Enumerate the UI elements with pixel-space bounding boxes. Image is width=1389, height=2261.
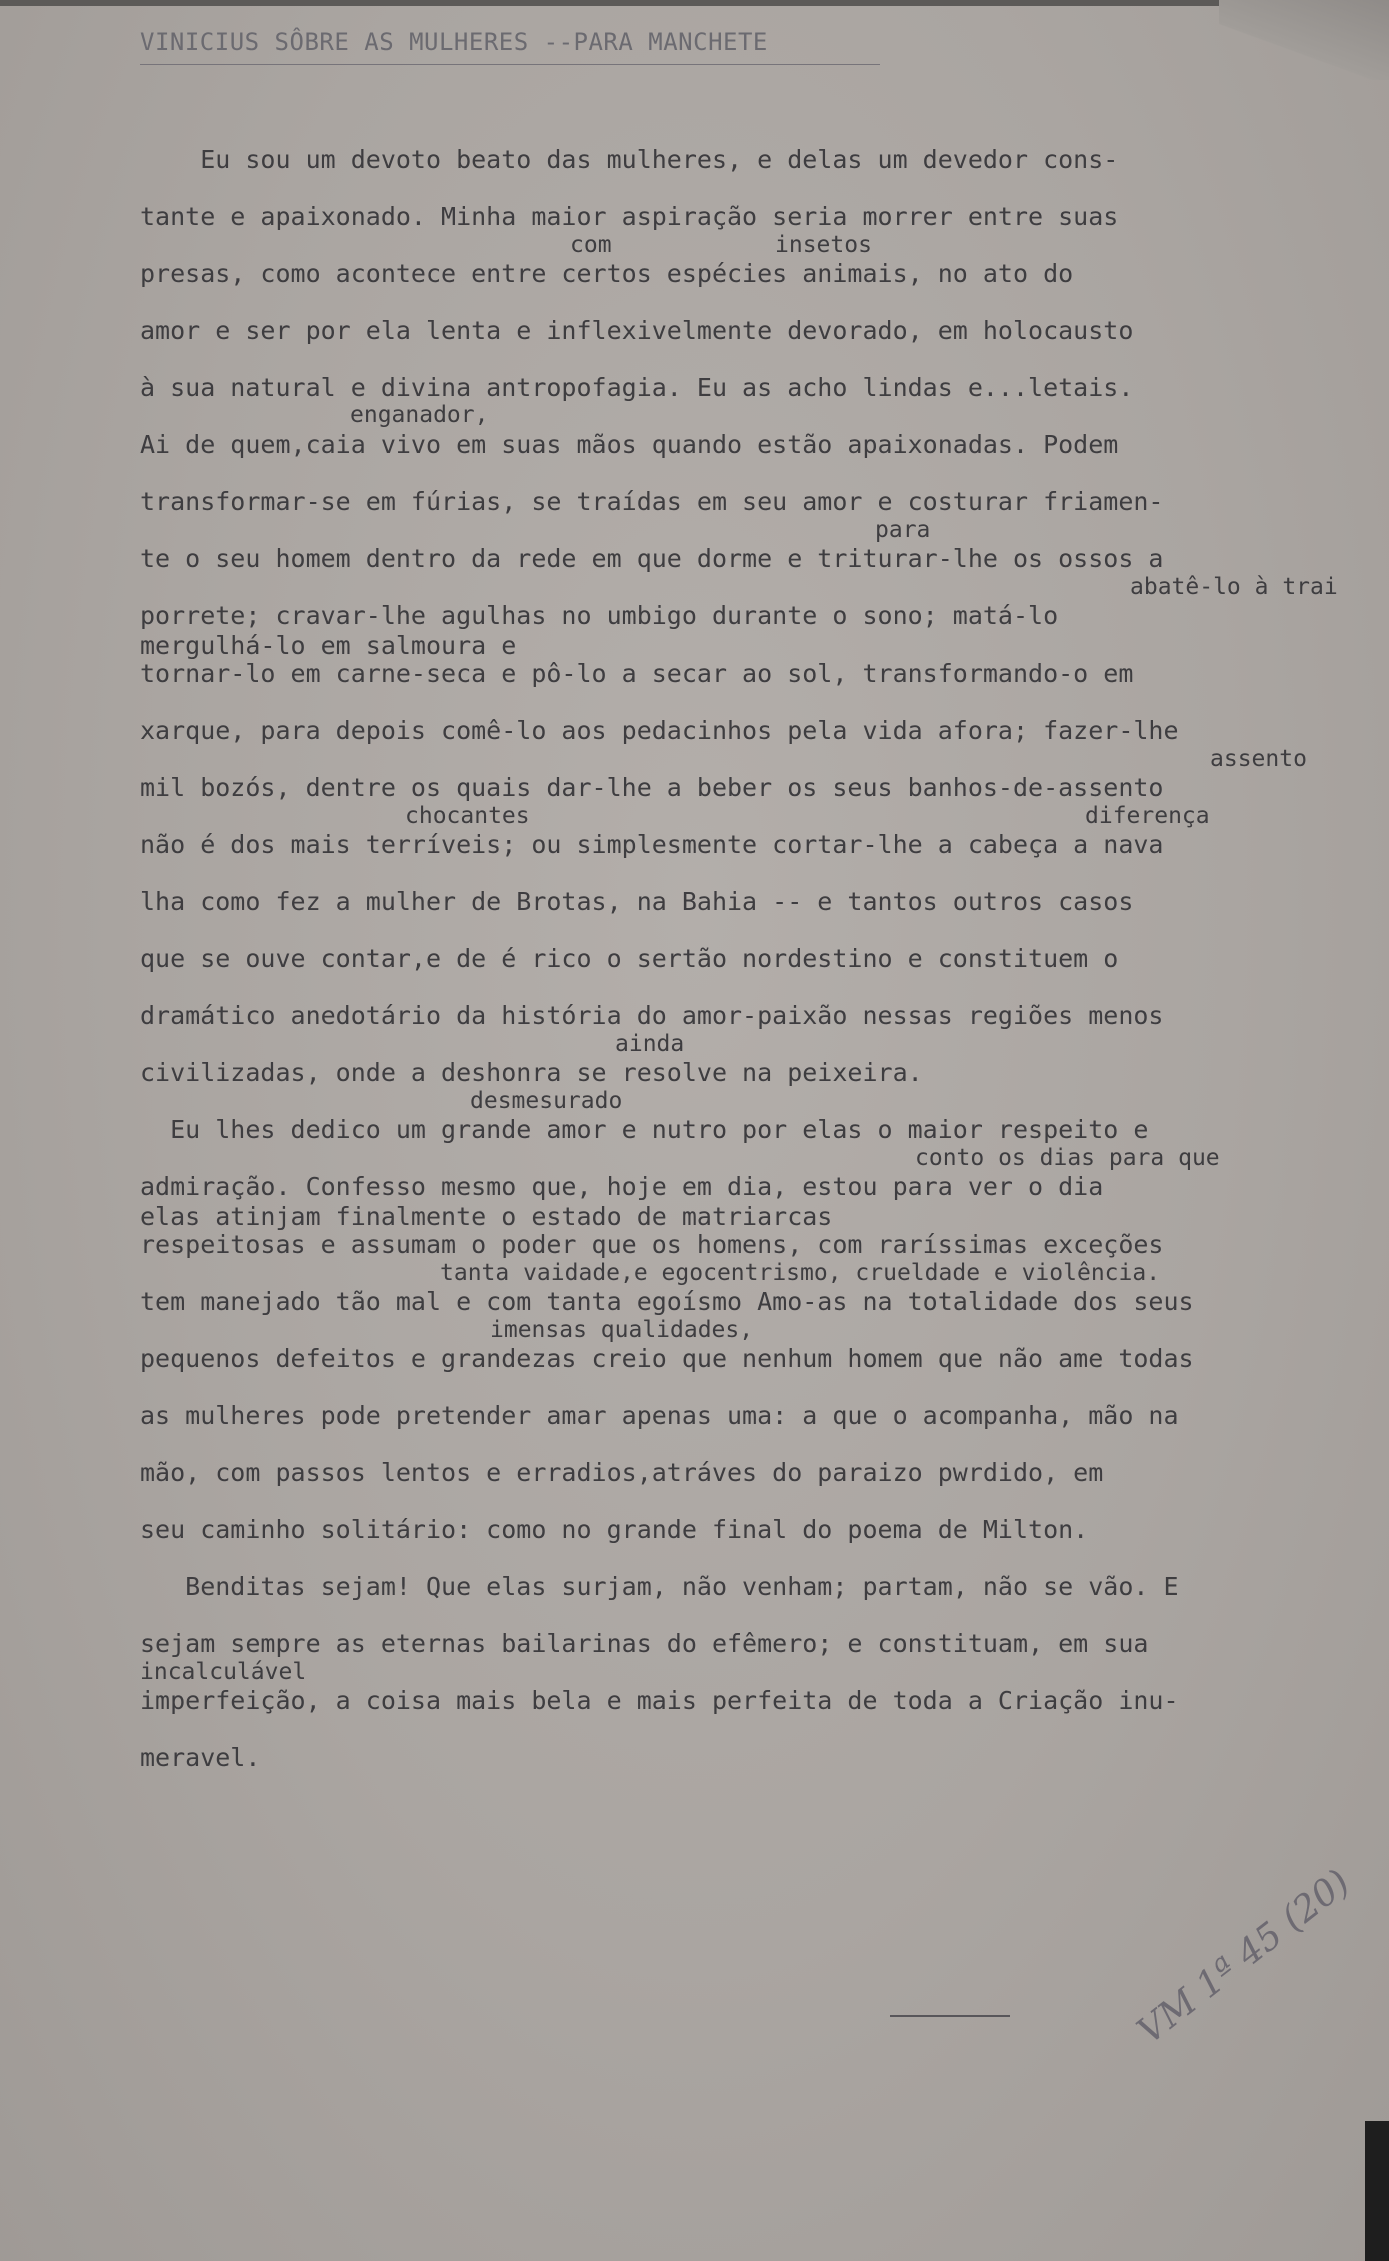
text-line: pequenos defeitos e grandezas creio que nenhum homem que não ame todas [140,1344,1194,1373]
text-line: xarque, para depois comê-lo aos pedacinhos pela vida afora; fazer-lhe [140,716,1179,745]
insertion: insetos [775,232,872,258]
pen-mark [890,2015,1010,2021]
text-line: sejam sempre as eternas bailarinas do efêmero; e constituam, em sua [140,1629,1149,1658]
document-title: VINICIUS SÔBRE AS MULHERES --PARA MANCHETE [140,28,768,56]
handwritten-note: VM 1ª 45 (20) [1130,1861,1358,2053]
text-line: Ai de quem,caia vivo em suas mãos quando estão apaixonadas. Podem [140,430,1119,459]
text-line: transformar-se em fúrias, se traídas em seu amor e costurar friamen- [140,487,1164,516]
insertion: abatê-lo à trai [1130,574,1338,600]
text-line: lha como fez a mulher de Brotas, na Bahia -- e tantos outros casos [140,887,1134,916]
text-line: presas, como acontece entre certos espécies animais, no ato do [140,259,1074,288]
insertion: assento [1210,746,1307,772]
text-line: não é dos mais terríveis; ou simplesmente cortar-lhe a cabeça a nava [140,830,1164,859]
insertion: ainda [615,1031,685,1057]
text-line: seu caminho solitário: como no grande final do poema de Milton. [140,1515,1089,1544]
text-line: tem manejado tão mal e com tanta egoísmo Amo-as na totalidade dos seus [140,1287,1194,1316]
insertion: imensas qualidades, [490,1317,754,1343]
text-line: mil bozós, dentre os quais dar-lhe a beber os seus banhos-de-assento [140,773,1164,802]
insertion: incalculável [140,1659,307,1685]
text-line: Benditas sejam! Que elas surjam, não venham; partam, não se vão. E [140,1572,1179,1601]
insertion: desmesurado [470,1088,623,1114]
text-line: que se ouve contar,e de é rico o sertão nordestino e constituem o [140,944,1119,973]
text-line: mão, com passos lentos e erradios,atráves do paraizo pwrdido, em [140,1458,1104,1487]
text-line: dramático anedotário da história do amor-paixão nessas regiões menos [140,1001,1164,1030]
text-line: elas atinjam finalmente o estado de matriarcas [140,1202,833,1231]
text-line: tornar-lo em carne-seca e pô-lo a secar ao sol, transformando-o em [140,659,1134,688]
text-line: porrete; cravar-lhe agulhas no umbigo durante o sono; matá-lo [140,601,1059,630]
text-line: imperfeição, a coisa mais bela e mais perfeita de toda a Criação inu- [140,1686,1179,1715]
text-line: civilizadas, onde a deshonra se resolve na peixeira. [140,1058,923,1087]
insertion: com [570,232,612,258]
text-line: respeitosas e assumam o poder que os homens, com raríssimas exceções [140,1230,1164,1259]
text-line: Eu lhes dedico um grande amor e nutro por elas o maior respeito e [140,1115,1149,1144]
insertion: tanta vaidade,e egocentrismo, crueldade e violência. [440,1260,1161,1286]
insertion: diferença [1085,803,1210,829]
insertion: enganador, [350,402,489,428]
text-line: amor e ser por ela lenta e inflexivelmente devorado, em holocausto [140,316,1134,345]
text-line: admiração. Confesso mesmo que, hoje em dia, estou para ver o dia [140,1172,1104,1201]
text-line: à sua natural e divina antropofagia. Eu as acho lindas e...letais. [140,373,1134,402]
text-line: te o seu homem dentro da rede em que dorme e triturar-lhe os ossos a [140,544,1164,573]
text-line: tante e apaixonado. Minha maior aspiração seria morrer entre suas [140,202,1119,231]
insertion: chocantes [405,803,530,829]
insertion: para [875,517,931,543]
text-line: Eu sou um devoto beato das mulheres, e delas um devedor cons- [140,145,1119,174]
text-line: meravel. [140,1743,261,1772]
text-line: mergulhá-lo em salmoura e [140,631,517,660]
insertion: conto os dias para que [915,1145,1220,1171]
text-line: as mulheres pode pretender amar apenas uma: a que o acompanha, mão na [140,1401,1179,1430]
